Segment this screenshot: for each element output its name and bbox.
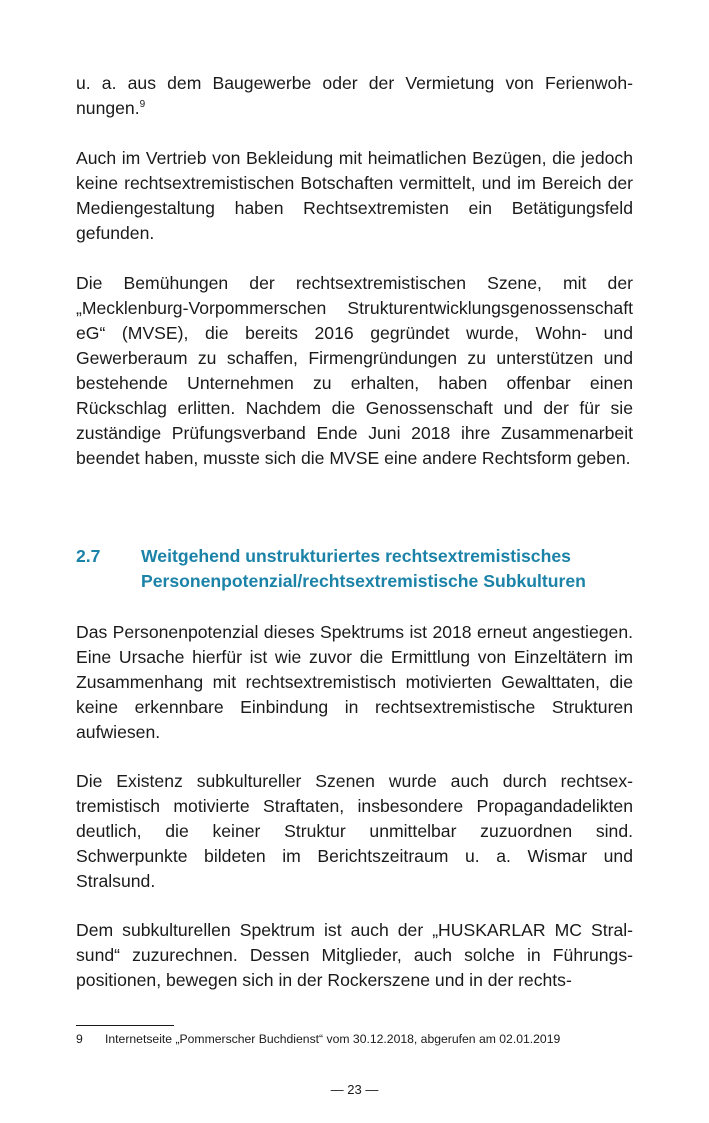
footnote-divider	[76, 1025, 174, 1026]
paragraph-subkultur: Die Existenz subkultureller Szenen wurde auch durch rechtsextremistisch motivierte Straftaten, insbesondere Propagandadelikten deutlich, die keiner Struktur unmittelbar zuzuordnen sind. Schwerpunkte bildeten im Berichtszeitraum u. a. Wismar und Stralsund.	[76, 771, 633, 891]
footnote-text: Internetseite „Pommerscher Buchdienst“ vom 30.12.2018, abgerufen am 02.01.2019	[105, 1032, 561, 1046]
section-title-line-2: Personenpotenzial/rechtsextremistische Subkulturen	[141, 571, 586, 591]
paragraph-text: u. a. aus dem Baugewerbe oder der Vermietung von Ferienwohnungen.	[76, 73, 633, 118]
section-title	[141, 544, 646, 594]
footnote-number: 9	[76, 1032, 83, 1046]
paragraph-clothing-media: Auch im Vertrieb von Bekleidung mit heimatlichen Bezügen, die jedoch keine rechtsextremistischen Botschaften vermittelt, und im Bereich der Mediengestaltung haben Rechtsextremisten ein Betätigungsfeld gefunden.	[76, 148, 633, 243]
section-number: 2.7	[76, 546, 101, 566]
page-number: — 23 —	[330, 1082, 379, 1097]
paragraph-continuation	[76, 71, 633, 121]
paragraph-personenpotenzial: Das Personenpotenzial dieses Spektrums ist 2018 erneut angestiegen. Eine Ursache hierfür ist wie zuvor die Ermittlung von Einzeltätern im Zusammenhang mit rechtsextremistisch motivierten Gewalttaten, die keine erkennbare Einbindung in rechtsextremistische Strukturen aufwiesen.	[76, 622, 633, 742]
paragraph-mvse: Die Bemühungen der rechtsextremistischen Szene, mit der „Mecklenburg-Vorpommerschen Strukturentwicklungsgenossenschaft eG“ (MVSE), die bereits 2016 gegründet wurde, Wohn- und Gewerberaum zu schaffen, Firmengründungen zu unterstützen und bestehende Unternehmen zu erhalten, haben offenbar einen Rückschlag erlitten. Nachdem die Genossenschaft und der für sie zuständige Prüfungsverband Ende Juni 2018 ihre Zusammenarbeit beendet haben, musste sich die MVSE eine andere Rechtsform geben.	[76, 273, 633, 468]
section-title-line-1: Weitgehend unstrukturiertes rechtsextremistisches	[141, 546, 571, 566]
paragraph-huskarlar: Dem subkulturellen Spektrum ist auch der „HUSKARLAR MC Stralsund“ zuzurechnen. Dessen Mitglieder, auch solche in Führungspositionen, bewegen sich in der Rockerszene und in der rechts-	[76, 920, 633, 990]
footnote-reference: 9	[139, 99, 146, 111]
